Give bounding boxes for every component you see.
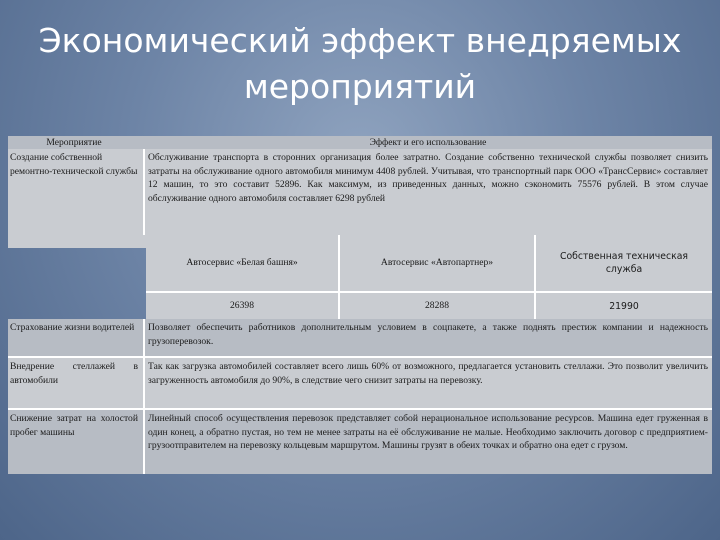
row-divider bbox=[8, 408, 712, 410]
measure-cell: Страхование жизни водителей bbox=[10, 322, 135, 333]
header-effect: Эффект и его использование bbox=[369, 137, 487, 148]
comparison-divider bbox=[146, 291, 712, 293]
slide-title bbox=[0, 18, 720, 110]
comparison-name-1: Автосервис «Белая башня» bbox=[186, 257, 298, 269]
comparison-name-2: Автосервис «Автопартнер» bbox=[380, 257, 494, 269]
measure-cell: Снижение затрат на холостой пробег машины bbox=[10, 413, 138, 438]
comparison-divider bbox=[534, 235, 536, 319]
comparison-value-3: 21990 bbox=[609, 300, 639, 312]
comparison-value-2: 28288 bbox=[425, 300, 449, 312]
column-divider bbox=[143, 149, 145, 235]
measure-cell: Создание собственной ремонтно-технической службы bbox=[10, 152, 138, 177]
column-divider bbox=[143, 319, 145, 474]
measure-cell: Внедрение стеллажей в автомобили bbox=[10, 361, 138, 386]
effect-cell: Позволяет обеспечить работников дополнительным условием в соцпакете, а также поднять престиж компании и надежность грузоперевозок. bbox=[148, 322, 708, 347]
slide-title-line2: мероприятий bbox=[243, 67, 477, 106]
comparison-value-1: 26398 bbox=[230, 300, 254, 312]
table-row bbox=[8, 319, 712, 356]
header-measure: Мероприятие bbox=[46, 137, 102, 148]
table-row bbox=[8, 149, 712, 248]
comparison-divider bbox=[338, 235, 340, 319]
effect-cell: Линейный способ осуществления перевозок представляет собой нерациональное использование ресурсов. Машина едет груженная в один конец, а обратно пустая, но тем не менее затраты на её обслуживание не малые. Необходимо заключить договор с предприятием-грузоотправителем на перевозку кольцевым маршрутом. Машины грузят в обеих точках и обратно она едет с грузом. bbox=[148, 413, 708, 452]
comparison-name-3: Собственная техническая служба bbox=[559, 251, 689, 275]
effect-cell: Обслуживание транспорта в сторонних организация более затратно. Создание собственно технической службы позволяет снизить затраты на обслуживание одного автомобиля минимум 4408 рублей. Учитывая, что транспортный парк ООО «ТрансСервис» составляет 12 машин, то это составит 52896. Как максимум, из приведенных данных, можно сэкономить 75576 рублей. В этом случае обслуживание одного автомобиля составляет 6298 рублей bbox=[148, 152, 708, 204]
slide-title-line1: Экономический эффект внедряемых bbox=[38, 21, 682, 60]
effects-table bbox=[8, 136, 712, 474]
comparison-table bbox=[146, 235, 712, 319]
table-row bbox=[8, 358, 712, 408]
row-divider bbox=[8, 356, 712, 358]
effect-cell: Так как загрузка автомобилей составляет всего лишь 60% от возможного, предлагается установить стеллажи. Это позволит увеличить загруженность автомобиля до 90%, в следствие чего снизит затраты на перевозку. bbox=[148, 361, 708, 386]
table-header-row bbox=[8, 136, 712, 149]
table-row bbox=[8, 410, 712, 474]
